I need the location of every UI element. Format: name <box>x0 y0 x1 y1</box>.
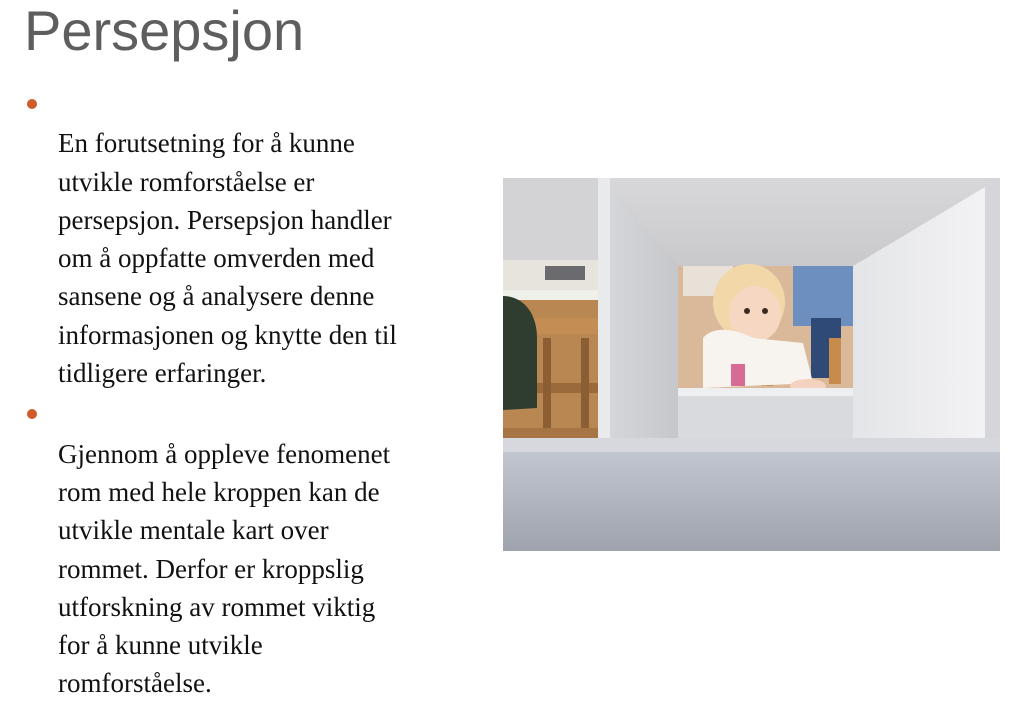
photo <box>503 178 1000 551</box>
bullet-dot-icon <box>27 409 37 419</box>
bullet-dot-icon <box>27 99 37 109</box>
slide-title: Persepsjon <box>24 0 305 62</box>
bullet-text: Gjennom å oppleve fenomenet rom med hele kroppen kan de utvikle mentale kart over rommet. Derfor er kroppslig utforskning av rommet viktig for å kunne utvikle romforståelse. <box>58 438 391 699</box>
bullet-item <box>20 86 470 392</box>
bullet-text: En forutsetning for å kunne utvikle romforståelse er persepsjon. Persepsjon handler om å oppfatte omverden med sansene og å analysere denne informasjonen og knytte den til tidligere erfaringer. <box>58 128 397 389</box>
bullet-item <box>20 396 470 702</box>
bullet-list <box>20 86 470 707</box>
